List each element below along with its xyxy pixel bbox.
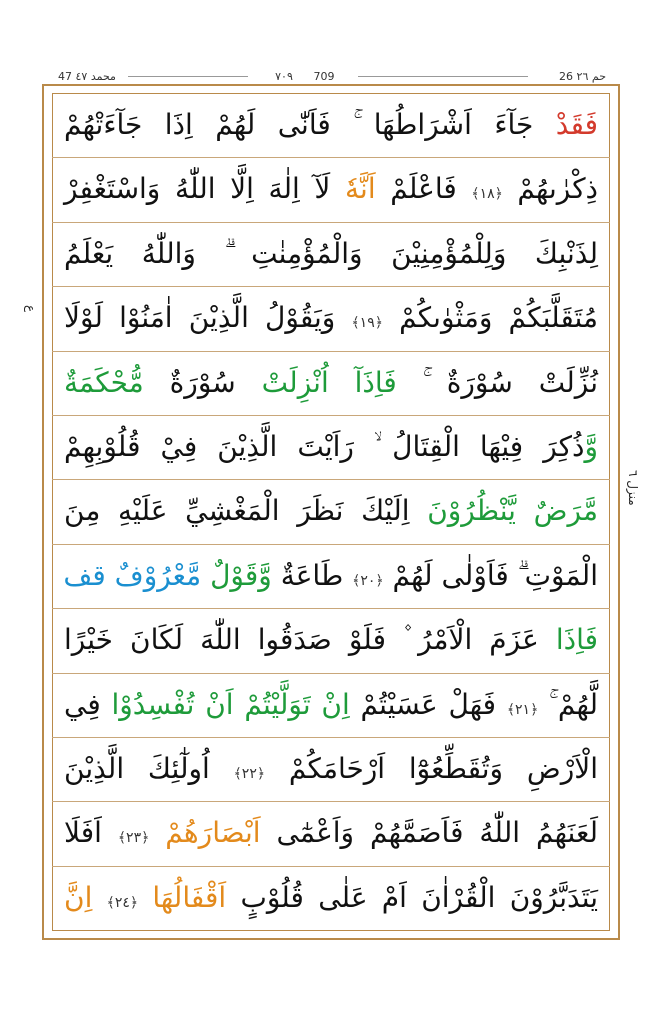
text-line-10 <box>52 673 610 737</box>
header-rule-left <box>128 76 248 77</box>
ayah-number-marker: ﴿٢١﴾ <box>506 701 539 718</box>
text-segment <box>138 881 152 914</box>
text-segment: فَاِذَآ اُنْزِلَتْ <box>261 365 397 399</box>
text-segment: الْاَرْضِ وَتُقَطِّعُوْٓا اَرْحَامَكُمْ <box>265 752 598 785</box>
text-line-11 <box>52 737 610 801</box>
header-surah-name: 47 محمد ٤٧ <box>58 70 116 83</box>
text-segment: طَاعَةٌ <box>271 558 353 592</box>
ayah-number-marker: ﴿٢٤﴾ <box>106 894 139 911</box>
text-segment: فَقَدْ <box>555 108 599 141</box>
ayah-number-marker: ﴿٢٢﴾ <box>233 766 266 782</box>
text-line-3 <box>52 222 610 286</box>
text-segment: جَآءَ اَشْرَاطُهَا ۚ فَاَنّٰى <box>277 108 556 141</box>
text-segment: اَقْفَالُهَا <box>152 880 227 914</box>
text-segment: اَفَلَا <box>64 816 118 850</box>
text-line-9 <box>52 608 610 672</box>
quran-text-block <box>52 93 610 931</box>
text-segment: فَهَلْ عَسَيْتُمْ <box>349 687 507 721</box>
text-segment: مَّعْرُوْفٌ <box>114 558 211 592</box>
text-segment: اِنَّ <box>64 880 107 914</box>
text-segment: مُّحْكَمَةٌ <box>64 365 144 399</box>
header-juz-name: 26 حم ٢٦ <box>559 70 606 83</box>
text-segment: اَبْصَارَهُمْ <box>165 816 261 850</box>
text-line-5 <box>52 351 610 415</box>
header-page-number-arabic: ٧٠٩ <box>275 70 293 83</box>
text-segment: اُولٰٓئِكَ الَّذِيْنَ <box>64 752 234 785</box>
text-line-1 <box>52 93 610 157</box>
text-segment: عَزَمَ الْاَمْرُ ۫ فَلَوْ صَدَقُوا اللّٰهَ لَكَانَ خَيْرًا <box>64 623 556 657</box>
ayah-number-marker: ﴿٢٣﴾ <box>117 830 150 847</box>
text-segment: الْمَوْتِ ۗ فَاَوْلٰى لَهُمْ <box>383 558 598 592</box>
header-page-number: 709 <box>313 70 335 83</box>
text-segment: فَاِذَا <box>555 623 598 657</box>
ruku-marker: ع <box>24 305 38 313</box>
ayah-number-marker: ﴿١٩﴾ <box>351 315 383 332</box>
text-line-7 <box>52 479 610 543</box>
text-segment: اَنَّهٗ <box>345 172 376 206</box>
text-segment: ذُكِرَ فِيْهَا الْقِتَالُ ۙ رَاَيْتَ الَّذِيْنَ فِيْ قُلُوْبِهِمْ <box>64 430 585 463</box>
text-segment: لَهُمْ اِذَا جَآءَتْهُمْ <box>64 108 278 141</box>
text-segment: لَّهُمْ ۚ <box>538 687 598 721</box>
text-segment <box>149 816 165 849</box>
text-segment: لَآ اِلٰهَ اِلَّا اللّٰهُ وَاسْتَغْفِرْ <box>64 172 346 206</box>
text-segment: مُتَقَلَّبَكُمْ وَمَثْوٰىكُمْ <box>382 301 598 335</box>
text-line-4 <box>52 286 610 350</box>
ayah-number-marker: ﴿٢٠﴾ <box>352 572 384 589</box>
text-segment: يَتَدَبَّرُوْنَ الْقُرْاٰنَ اَمْ عَلٰى قُلُوْبٍ <box>226 880 598 914</box>
text-segment: فِي <box>64 687 112 721</box>
text-segment: قف <box>63 558 115 592</box>
text-segment: اِلَيْكَ نَظَرَ الْمَغْشِيِّ عَلَيْهِ مِنَ <box>64 494 428 528</box>
text-segment: سُوْرَةٌ <box>143 365 262 399</box>
text-line-13 <box>52 866 610 930</box>
text-segment: ذِكْرٰىهُمْ <box>502 172 599 206</box>
ayah-number-marker: ﴿١٨﴾ <box>471 186 503 203</box>
text-segment: اِنْ تَوَلَّيْتُمْ اَنْ تُفْسِدُوْا <box>111 687 350 721</box>
text-segment: وَّقَوْلٌ <box>210 558 272 592</box>
text-line-12 <box>52 801 610 865</box>
text-segment: مَّرَضٌ يَّنْظُرُوْنَ <box>427 494 598 528</box>
text-line-8 <box>52 544 610 608</box>
text-segment: وَيَقُوْلُ الَّذِيْنَ اٰمَنُوْا لَوْلَا <box>64 301 352 335</box>
header-rule-right <box>358 76 528 77</box>
text-segment: وَّ <box>584 430 598 463</box>
text-line-6 <box>52 415 610 479</box>
text-line-2 <box>52 157 610 221</box>
text-segment: فَاعْلَمْ <box>375 172 472 206</box>
text-segment: لَعَنَهُمُ اللّٰهُ فَاَصَمَّهُمْ وَاَعْمٰٓى <box>260 816 598 850</box>
text-segment: لِذَنْبِكَ وَلِلْمُؤْمِنِيْنَ وَالْمُؤْمِنٰتِ ۗ وَاللّٰهُ يَعْلَمُ <box>64 236 598 270</box>
manzil-marker: منزل ٦ <box>626 470 640 506</box>
text-segment: نُزِّلَتْ سُوْرَةٌ ۚ <box>396 365 598 399</box>
